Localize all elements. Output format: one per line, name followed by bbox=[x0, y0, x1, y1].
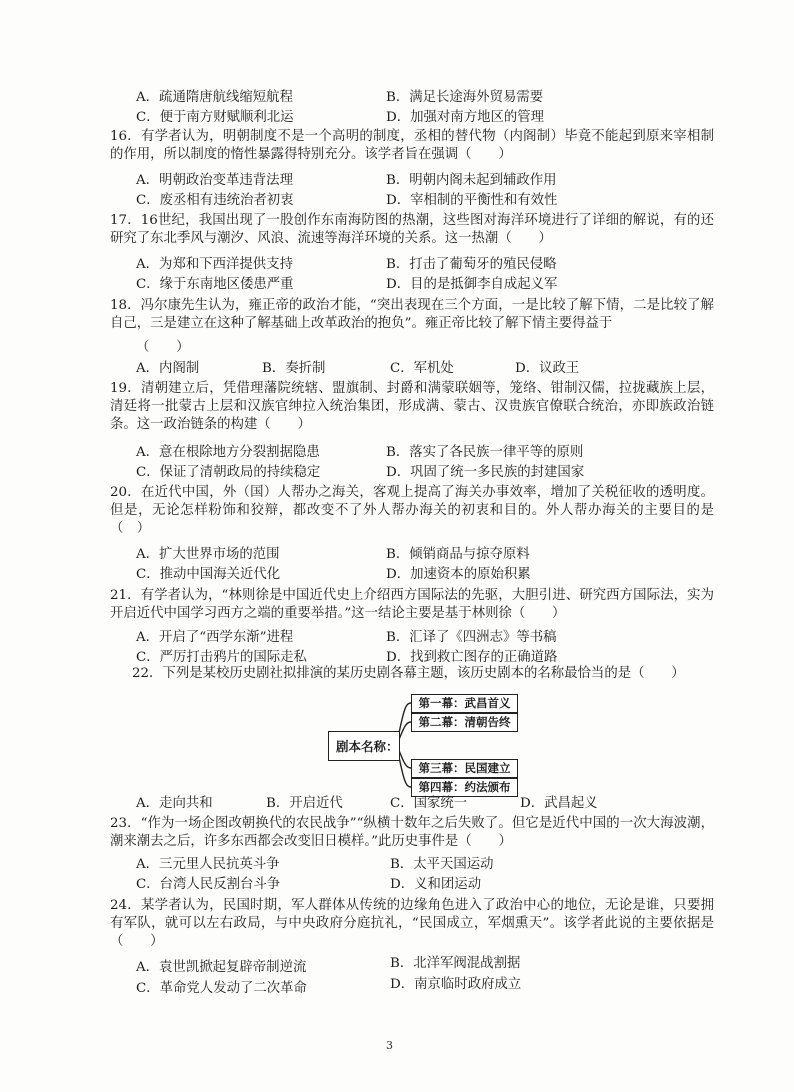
q22-option-a[interactable]: A．走向共和 bbox=[136, 796, 213, 811]
q19-option-b[interactable]: B．落实了各民族一律平等的原则 bbox=[386, 445, 584, 460]
q22-option-c[interactable]: C．国家统一 bbox=[390, 796, 468, 811]
q17-option-a[interactable]: A．为郑和下西洋提供支持 bbox=[136, 257, 293, 272]
q15-option-c[interactable]: C．便于南方财赋顺利北运 bbox=[136, 110, 294, 125]
q24-stem: 24．某学者认为，民国时期，军人群体从传统的边缘角色进入了政治中心的地位，无论是谁，只要拥有军队，就可以左右政局，与中央政府分庭抗礼，“民国成立，军烟熏天”。该学者此说的主要依据是（ ） bbox=[110, 898, 714, 949]
q21-option-c[interactable]: C．严厉打击鸦片的国际走私 bbox=[136, 650, 307, 665]
q21-stem: 21．有学者认为，“林则徐是中国近代史上介绍西方国际法的先驱，大胆引进、研究西方国际法，实为开启近代中国学习西方之端的重要举措。”这一结论主要是基于林则徐（ ） bbox=[110, 588, 714, 621]
q22-act-4: 第四幕：约法颁布 bbox=[411, 778, 518, 797]
q24-option-b[interactable]: B．北洋军阀混战割据 bbox=[390, 956, 521, 971]
q23-option-a[interactable]: A．三元里人民抗英斗争 bbox=[136, 857, 280, 872]
q17-option-c[interactable]: C．缘于东南地区倭患严重 bbox=[136, 277, 294, 292]
q20-option-b[interactable]: B．倾销商品与掠夺原料 bbox=[386, 547, 530, 562]
q16-option-b[interactable]: B．明朝内阁未起到辅政作用 bbox=[386, 173, 557, 188]
q20-option-d[interactable]: D．加速资本的原始积累 bbox=[386, 567, 531, 582]
q18-answer-paren: （ ） bbox=[136, 340, 190, 355]
q19-option-d[interactable]: D．巩固了统一多民族的封建国家 bbox=[386, 465, 585, 480]
page-number: 3 bbox=[386, 1039, 393, 1052]
q21-option-a[interactable]: A．开启了“西学东渐”进程 bbox=[136, 630, 294, 645]
q23-option-d[interactable]: D．义和团运动 bbox=[390, 877, 482, 892]
q17-stem: 17．16世纪，我国出现了一股创作东南海防图的热潮，这些图对海洋环境进行了详细的解说，有的还研究了东北季风与潮汐、风浪、流速等海洋环境的关系。这一热潮（ ） bbox=[110, 213, 714, 246]
q24-option-a[interactable]: A．袁世凯掀起复辟帝制逆流 bbox=[136, 960, 307, 975]
q20-option-a[interactable]: A．扩大世界市场的范围 bbox=[136, 547, 280, 562]
q16-stem: 16．有学者认为，明朝制度不是一个高明的制度，丞相的替代物（内阁制）毕竟不能起到原来宰相制的作用，所以制度的惰性暴露得特别充分。该学者旨在强调（ ） bbox=[110, 129, 714, 162]
q16-option-a[interactable]: A．明朝政治变革违背法理 bbox=[136, 173, 293, 188]
q23-option-c[interactable]: C．台湾人民反割台斗争 bbox=[136, 877, 281, 892]
q24-option-c[interactable]: C．革命党人发动了二次革命 bbox=[136, 981, 307, 996]
q22-act-1: 第一幕：武昌首义 bbox=[411, 694, 518, 713]
q17-option-d[interactable]: D．目的是抵御李自成起义军 bbox=[386, 277, 558, 292]
q18-option-c[interactable]: C．军机处 bbox=[390, 361, 454, 376]
q18-stem: 18．冯尔康先生认为，雍正帝的政治才能，“突出表现在三个方面，一是比较了解下情，二是比较了解自己，三是建立在这种了解基础上改革政治的抱负”。雍正帝比较了解下情主要得益于 bbox=[110, 298, 714, 331]
q19-stem: 19．清朝建立后，凭借理藩院统辖、盟旗制、封爵和满蒙联姻等，笼络、钳制汉儒，拉拢藏族上层，清廷将一批蒙古上层和汉族官绅拉入统治集团，形成满、蒙古、汉贵族官僚联合统治，亦即族政治链条。这一政治链条的构建（ ） bbox=[110, 381, 714, 432]
q24-option-d[interactable]: D．南京临时政府成立 bbox=[390, 977, 522, 992]
q22-stem: 22．下列是某校历史剧社拟排演的某历史剧各幕主题，该历史剧本的名称最恰当的是（ ） bbox=[132, 666, 685, 681]
q21-option-b[interactable]: B．汇译了《四洲志》等书稿 bbox=[386, 630, 557, 645]
q19-option-a[interactable]: A．意在根除地方分裂割据隐患 bbox=[136, 445, 320, 460]
q19-option-c[interactable]: C．保证了清朝政局的持续稳定 bbox=[136, 465, 321, 480]
q18-option-d[interactable]: D．议政王 bbox=[515, 361, 580, 376]
q16-option-d[interactable]: D．宰相制的平衡性和有效性 bbox=[386, 193, 558, 208]
q22-act-2: 第二幕：清朝告终 bbox=[411, 713, 518, 732]
q21-option-d[interactable]: D．找到救亡图存的正确道路 bbox=[386, 650, 558, 665]
q22-act-3: 第三幕：民国建立 bbox=[411, 759, 518, 778]
q22-diagram-center-label: 剧本名称： bbox=[336, 739, 399, 754]
q22-option-b[interactable]: B．开启近代 bbox=[266, 796, 343, 811]
q20-stem: 20．在近代中国，外（国）人帮办之海关，客观上提高了海关办事效率，增加了关税征收的透明度。但是，无论怎样粉饰和狡辩，都改变不了外人帮办海关的初衷和目的。外人帮办海关的主要目的是（ ） bbox=[110, 485, 714, 536]
q17-option-b[interactable]: B．打击了葡萄牙的殖民侵略 bbox=[386, 257, 557, 272]
q20-option-c[interactable]: C．推动中国海关近代化 bbox=[136, 567, 281, 582]
q15-option-a[interactable]: A．疏通隋唐航线缩短航程 bbox=[136, 90, 293, 105]
q15-option-d[interactable]: D．加强对南方地区的管理 bbox=[386, 110, 545, 125]
q23-option-b[interactable]: B．太平天国运动 bbox=[390, 857, 494, 872]
q18-option-b[interactable]: B．奏折制 bbox=[262, 361, 326, 376]
q15-option-b[interactable]: B．满足长途海外贸易需要 bbox=[386, 90, 544, 105]
q18-option-a[interactable]: A．内阁制 bbox=[136, 361, 200, 376]
q23-stem: 23．“作为一场企图改朝换代的农民战争”“纵横十数年之后失败了。但它是近代中国的一次大海波潮，潮来潮去之后，许多东西都会改变旧日模样。”此历史事件是（ ） bbox=[110, 816, 714, 849]
q22-option-d[interactable]: D．武昌起义 bbox=[520, 796, 598, 811]
q16-option-c[interactable]: C．废丞相有违统治者初衷 bbox=[136, 193, 294, 208]
